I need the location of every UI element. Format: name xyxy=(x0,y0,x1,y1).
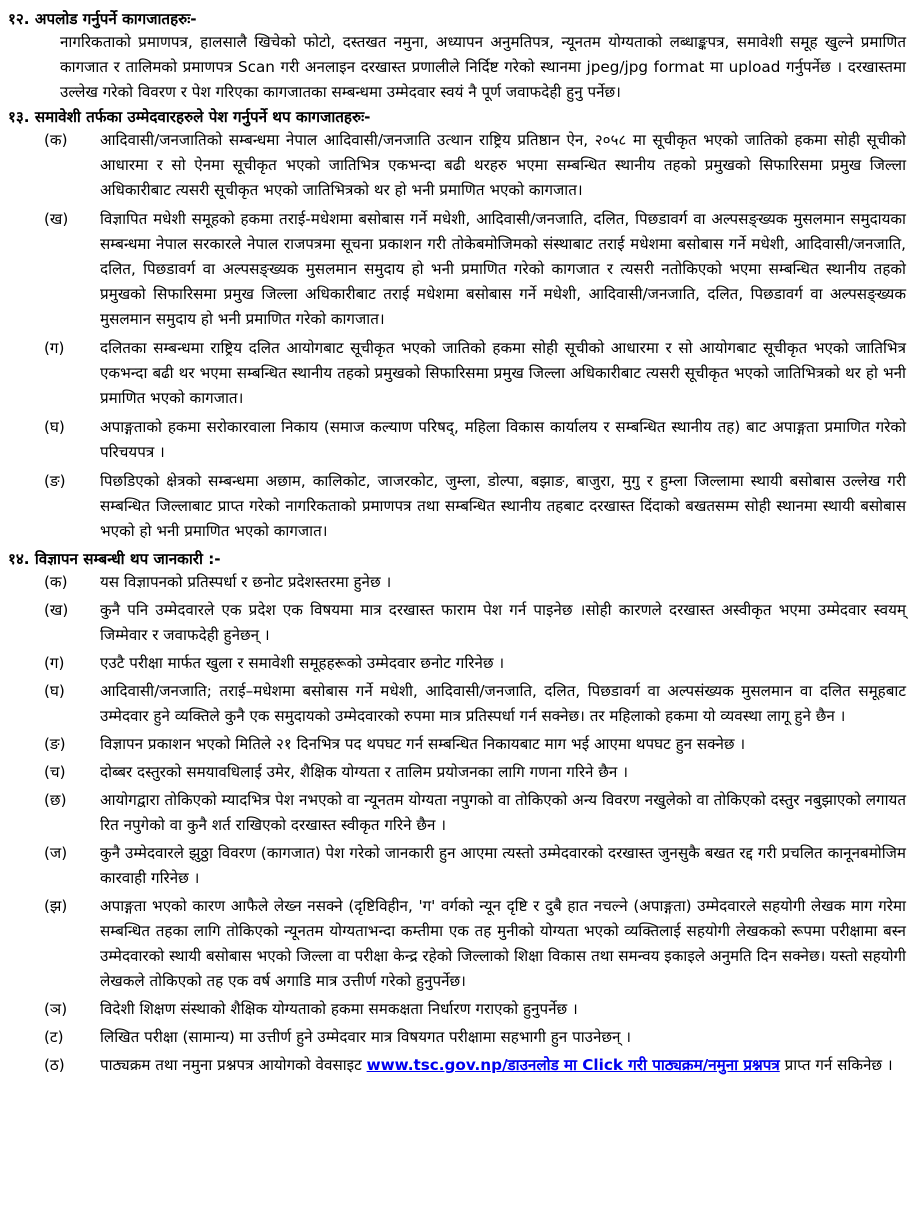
section-12-title: अपलोड गर्नुपर्ने कागजातहरुः- xyxy=(34,10,197,28)
list-item-text: दोब्बर दस्तुरको समयावधिलाई उमेर, शैक्षिक योग्यता र तालिम प्रयोजनका लागि गणना गरिने छैन । xyxy=(100,763,628,781)
list-item xyxy=(8,415,906,465)
section-14-number: १४. xyxy=(8,550,30,568)
list-item-text: आयोगद्वारा तोकिएको म्यादभित्र पेश नभएको वा न्यूनतम योग्यता नपुगको वा तोकिएको अन्य विवरण नखुलेको वा तोकिएको दस्तुर नबुझाएको लगायत रित नपुगेको वा कुनै शर्त राखिएको दरखास्त स्वीकृत गरिने छैन । xyxy=(100,791,906,834)
list-item xyxy=(8,679,906,729)
list-item-marker: (ट) xyxy=(44,1028,64,1046)
section-12 xyxy=(8,8,906,105)
list-item xyxy=(8,598,906,648)
list-item xyxy=(8,997,906,1022)
section-12-number: १२. xyxy=(8,10,30,28)
section-14-title: विज्ञापन सम्बन्धी थप जानकारी :- xyxy=(34,550,221,568)
list-item-text: कुनै पनि उम्मेदवारले एक प्रदेश एक विषयमा मात्र दरखास्त फाराम पेश गर्न पाइनेछ ।सोही कारणले दरखास्त अस्वीकृत भएमा उम्मेदवार स्वयम् जिम्मेवार र जवाफदेही हुनेछन् । xyxy=(100,601,906,644)
section-13-title: समावेशी तर्फका उम्मेदवारहरुले पेश गर्नुपर्ने थप कागजातहरुः- xyxy=(34,108,371,126)
list-item-text: लिखित परीक्षा (सामान्य) मा उत्तीर्ण हुने उम्मेदवार मात्र विषयगत परीक्षामा सहभागी हुन पाउनेछन् । xyxy=(100,1028,632,1046)
section-13-heading xyxy=(8,106,906,128)
list-item-text: एउटै परीक्षा मार्फत खुला र समावेशी समूहहरूको उम्मेदवार छनोट गरिनेछ । xyxy=(100,654,505,672)
section-13 xyxy=(8,106,906,544)
list-item xyxy=(8,1053,906,1078)
section-14 xyxy=(8,548,906,1078)
syllabus-text-after: प्राप्त गर्न सकिनेछ । xyxy=(779,1056,893,1074)
list-item-marker: (क) xyxy=(44,131,68,149)
section-14-heading xyxy=(8,548,906,570)
list-item-marker: (ञ) xyxy=(44,1000,68,1018)
list-item xyxy=(8,732,906,757)
tsc-website-link[interactable]: www.tsc.gov.np/डाउनलोड मा Click गरी पाठ्यक्रम/नमुना प्रश्नपत्र xyxy=(366,1056,780,1074)
list-item xyxy=(8,894,906,994)
list-item-text: पिछडिएको क्षेत्रको सम्बन्धमा अछाम, कालिकोट, जाजरकोट, जुम्ला, डोल्पा, बझाङ, बाजुरा, मुगु र हुम्ला जिल्लामा स्थायी बसोबास उल्लेख गरी सम्बन्धित जिल्लाबाट प्राप्त गरेको नागरिकताको प्रमाणपत्र तथा सम्बन्धित स्थानीय तहबाट दरखास्त दिंदाको बखतसम्म सोही स्थानमा स्थायी बसोबास भएको हो भनी प्रमाणित भएको कागजात। xyxy=(100,472,906,540)
list-item-marker: (ठ) xyxy=(44,1056,65,1074)
list-item xyxy=(8,128,906,203)
list-item-marker: (घ) xyxy=(44,682,65,700)
list-item-marker: (छ) xyxy=(44,791,67,809)
list-item-text: विज्ञापन प्रकाशन भएको मितिले २१ दिनभित्र पद थपघट गर्न सम्बन्धित निकायबाट माग भई आएमा थपघट हुन सक्नेछ । xyxy=(100,735,746,753)
list-item-text: अपाङ्गता भएको कारण आफैले लेख्न नसक्ने (दृष्टिविहीन, 'ग' वर्गको न्यून दृष्टि र दुबै हात नचल्ने (अपाङ्गता) उम्मेदवारले सहयोगी लेखक माग गरेमा सम्बन्धित तहका लागि तोकिएको न्यूनतम योग्यताभन्दा कम्तीमा एक तह मुनीको योग्यता भएको व्यक्तिलाई सहयोगी लेखकको रूपमा परीक्षामा बस्न उम्मेदवारको स्थायी बसोबास भएको जिल्ला वा परीक्षा केन्द्र रहेको जिल्लाको शिक्षा विकास तथा समन्वय इकाइले अनुमति दिन सक्नेछ। यस्तो सहयोगी लेखकले तोकिएको तह एक वर्ष अगाडि मात्र उत्तीर्ण गरेको हुनुपर्नेछ। xyxy=(100,897,906,990)
list-item-marker: (घ) xyxy=(44,418,65,436)
list-item-marker: (झ) xyxy=(44,897,68,915)
list-item xyxy=(8,207,906,332)
syllabus-text-before: पाठ्यक्रम तथा नमुना प्रश्नपत्र आयोगको वेवसाइट xyxy=(100,1056,367,1074)
list-item-marker: (च) xyxy=(44,763,66,781)
list-item-marker: (ख) xyxy=(44,601,69,619)
list-item xyxy=(8,336,906,411)
list-item xyxy=(8,760,906,785)
list-item xyxy=(8,570,906,595)
list-item xyxy=(8,651,906,676)
list-item-marker: (क) xyxy=(44,573,68,591)
section-12-body: नागरिकताको प्रमाणपत्र, हालसालै खिचेको फोटो, दस्तखत नमुना, अध्यापन अनुमतिपत्र, न्यूनतम योग्यताको लब्धाङ्कपत्र, समावेशी समूह खुल्ने प्रमाणित कागजात र तालिमको प्रमाणपत्र Scan गरी अनलाइन दरखास्त प्रणालीले निर्दिष्ट गरेको स्थानमा jpeg/jpg format मा upload गर्नुपर्नेछ । दरखास्तमा उल्लेख गरेको विवरण र पेश गरिएका कागजातका सम्बन्धमा उम्मेदवार स्वयं नै पूर्ण जवाफदेही हुनु पर्नेछ। xyxy=(60,33,906,101)
list-item-text: आदिवासी/जनजाति; तराई–मधेशमा बसोबास गर्ने मधेशी, आदिवासी/जनजाति, दलित, पिछडावर्ग वा अल्पसंख्यक मुसलमान वा दलित समूहबाट उम्मेदवार हुने व्यक्तिले कुनै एक समुदायको उम्मेदवारको रुपमा मात्र प्रतिस्पर्धा गर्न सक्नेछ। तर महिलाको हकमा यो व्यवस्था लागू हुने छैन । xyxy=(100,682,906,725)
list-item-marker: (ज) xyxy=(44,844,68,862)
list-item-text: विज्ञापित मधेशी समूहको हकमा तराई-मधेशमा बसोबास गर्ने मधेशी, आदिवासी/जनजाति, दलित, पिछडावर्ग वा अल्पसङ्ख्यक मुसलमान समुदायका सम्बन्धमा नेपाल सरकारले नेपाल राजपत्रमा सूचना प्रकाशन गरी तोकेबमोजिमको संस्थाबाट तराई मधेशमा बसोबास गर्ने मधेशी, आदिवासी/जनजाति, दलित, पिछडावर्ग वा अल्पसङ्ख्यक मुसलमान समुदाय हो भनी प्रमाणित गरेको कागजात र त्यसरी नतोकिएको भएमा सम्बन्धित स्थानीय तहको प्रमुखको सिफारिसमा प्रमुख जिल्ला अधिकारीबाट तराई मधेशमा बसोबास गर्ने मधेशी, आदिवासी/जनजाति, दलित, पिछडावर्ग वा अल्पसङ्ख्यक मुसलमान समुदाय हो भनी प्रमाणित गरेको कागजात। xyxy=(100,210,906,328)
section-13-number: १३. xyxy=(8,108,30,126)
section-13-list xyxy=(8,128,906,544)
list-item-text: अपाङ्गताको हकमा सरोकारवाला निकाय (समाज कल्याण परिषद्, महिला विकास कार्यालय र सम्बन्धित स्थानीय तह) बाट अपाङ्गता प्रमाणित गरेको परिचयपत्र । xyxy=(100,418,906,461)
list-item-text xyxy=(100,1053,906,1078)
section-12-heading xyxy=(8,8,906,30)
list-item-text: यस विज्ञापनको प्रतिस्पर्धा र छनोट प्रदेशस्तरमा हुनेछ । xyxy=(100,573,392,591)
list-item-text: कुनै उम्मेदवारले झुठ्ठा विवरण (कागजात) पेश गरेको जानकारी हुन आएमा त्यस्तो उम्मेदवारको दरखास्त जुनसुकै बखत रद्द गरी प्रचलित कानूनबमोजिम कारवाही गरिनेछ । xyxy=(100,844,906,887)
list-item-text: दलितका सम्बन्धमा राष्ट्रिय दलित आयोगबाट सूचीकृत भएको जातिको हकमा सोही सूचीको आधारमा र सो आयोगबाट सूचीकृत भएको जातिभित्र एकभन्दा बढी थर भएमा सम्बन्धित स्थानीय तहको प्रमुखको सिफारिसमा प्रमुख जिल्ला अधिकारीबाट त्यसरी सूचीकृत भएको जातिभित्रको थर हो भनी प्रमाणित भएको कागजात। xyxy=(100,339,906,407)
section-14-list xyxy=(8,570,906,1078)
list-item xyxy=(8,788,906,838)
list-item xyxy=(8,841,906,891)
list-item-text: विदेशी शिक्षण संस्थाको शैक्षिक योग्यताको हकमा समकक्षता निर्धारण गराएको हुनुपर्नेछ । xyxy=(100,1000,578,1018)
list-item-marker: (ग) xyxy=(44,654,65,672)
list-item-marker: (ङ) xyxy=(44,735,66,753)
list-item-marker: (ग) xyxy=(44,339,65,357)
list-item xyxy=(8,469,906,544)
list-item-marker: (ङ) xyxy=(44,472,66,490)
list-item xyxy=(8,1025,906,1050)
list-item-marker: (ख) xyxy=(44,210,69,228)
list-item-text: आदिवासी/जनजातिको सम्बन्धमा नेपाल आदिवासी/जनजाति उत्थान राष्ट्रिय प्रतिष्ठान ऐन, २०५८ मा सूचीकृत भएको जातिको हकमा सोही सूचीको आधारमा र सो ऐनमा सूचीकृत भएको जातिभित्र एकभन्दा बढी थरहरु भएमा सम्बन्धित स्थानीय तहको प्रमुखको सिफारिसमा प्रमुख जिल्ला अधिकारीबाट त्यसरी सूचीकृत भएको जातिभित्रको थर हो भनी प्रमाणित भएको कागजात। xyxy=(100,131,906,199)
